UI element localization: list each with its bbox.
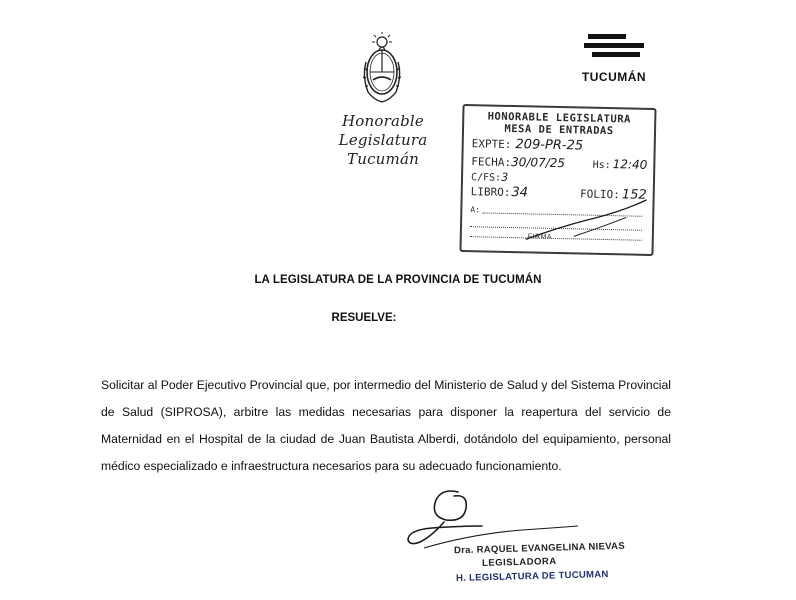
- resolves-text: RESUELVE:: [331, 312, 397, 324]
- stamp-hs-label: Hs:: [592, 159, 611, 172]
- signatory-institution: H. LEGISLATURA DE TUCUMAN: [455, 569, 609, 584]
- stamp-expte-row: [472, 138, 584, 152]
- stamp-libro-value: 34: [511, 185, 529, 201]
- institution-name-line2: Tucumán: [347, 150, 419, 168]
- stamp-fecha-value: 30/07/25: [510, 155, 566, 171]
- institution-name: [300, 112, 466, 169]
- stamp-cfs-value: 3: [501, 170, 509, 184]
- stamp-fecha-row: [471, 155, 647, 172]
- reception-stamp: [459, 104, 656, 256]
- stamp-hs-value: 12:40: [612, 157, 648, 172]
- stamp-initials-icon: [522, 195, 651, 248]
- coat-of-arms-icon: [358, 32, 406, 106]
- province-logo-text: TUCUMÁN: [581, 70, 647, 84]
- stamp-title-line1: HONORABLE LEGISLATURA: [487, 110, 632, 126]
- stamp-folio-value: 152: [621, 187, 647, 203]
- stamp-folio-label: FOLIO:: [579, 187, 621, 202]
- institution-name-line1: Honorable Legislatura: [338, 112, 428, 149]
- tucuman-stripes-logo-icon: [584, 34, 644, 62]
- stamp-expte-label: EXPTE:: [471, 137, 512, 152]
- signatory-name: Dra. RAQUEL EVANGELINA NIEVAS: [453, 540, 626, 557]
- resolves-label: [0, 312, 796, 324]
- stamp-libro-label: LIBRO:: [470, 185, 511, 200]
- stamp-expte-value: 209-PR-25: [515, 137, 584, 154]
- stamp-cfs-label: C/FS:: [470, 172, 502, 184]
- stamp-firma-label: FIRMA: [527, 233, 553, 241]
- stamp-title-line2: MESA DE ENTRADAS: [504, 122, 614, 138]
- stamp-cfs-row: [471, 171, 508, 185]
- document-body: Solicitar al Poder Ejecutivo Provincial que, por intermedio del Ministerio de Salud y del Sistema Provincial de Salud (SIPROSA), arbitre las medidas necesarias para disponer la reapertura del servicio de Maternidad en el Hospital de la ciudad de Juan Bautista Alberdi, dotándolo del equipamiento, personal médico especializado e infraestructura necesarios para su adecuado funcionamiento.: [101, 378, 671, 473]
- stamp-fecha-label: FECHA:: [471, 155, 512, 170]
- document-heading: LA LEGISLATURA DE LA PROVINCIA DE TUCUMÁN: [254, 274, 542, 286]
- stamp-a-label: A:: [470, 205, 481, 215]
- signatory-role: LEGISLADORA: [481, 556, 557, 569]
